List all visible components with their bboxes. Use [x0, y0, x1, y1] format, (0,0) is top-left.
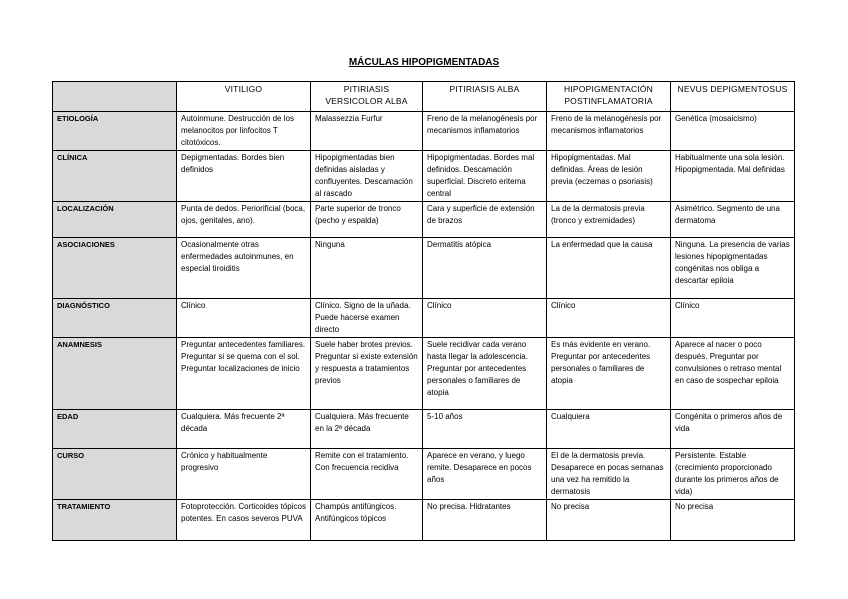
table-cell: Es más evidente en verano. Preguntar por antecedentes personales o familiares de atopia [547, 338, 671, 410]
table-row [53, 338, 795, 410]
header-pitiriasis-alba: PITIRIASIS ALBA [423, 82, 547, 112]
table-cell: Depigmentadas. Bordes bien definidos [177, 151, 311, 202]
table-row [53, 112, 795, 151]
table-cell: Cualquiera [547, 410, 671, 449]
table-cell: Congénita o primeros años de vida [671, 410, 795, 449]
table-cell: Cara y superficie de extensión de brazos [423, 202, 547, 238]
table-cell: Ninguna [311, 238, 423, 299]
table-cell: Dermatitis atópica [423, 238, 547, 299]
table-row [53, 238, 795, 299]
table-cell: Crónico y habitualmente progresivo [177, 449, 311, 500]
header-pitiriasis-versicolor-alba: PITIRIASIS VERSICOLOR ALBA [311, 82, 423, 112]
table-cell: Remite con el tratamiento. Con frecuencia recidiva [311, 449, 423, 500]
table-cell: La de la dermatosis previa (tronco y extremidades) [547, 202, 671, 238]
table-row [53, 410, 795, 449]
table-row [53, 151, 795, 202]
table-cell: Cualquiera. Más frecuente 2ª década [177, 410, 311, 449]
header-nevus-depigmentosus: NEVUS DEPIGMENTOSUS [671, 82, 795, 112]
row-label: LOCALIZACIÓN [53, 202, 177, 238]
table-cell: Clínico [671, 299, 795, 338]
table-cell: Genética (mosaicismo) [671, 112, 795, 151]
table-row [53, 500, 795, 541]
row-label: EDAD [53, 410, 177, 449]
table-row [53, 202, 795, 238]
table-cell: Hipopigmentadas. Bordes mal definidos. Descamación superficial. Discreto eritema central [423, 151, 547, 202]
table-cell: Suele haber brotes previos. Preguntar si existe extensión y respuesta a tratamientos previos [311, 338, 423, 410]
table-cell: Hipopigmentadas. Mal definidas. Áreas de lesión previa (eczemas o psoriasis) [547, 151, 671, 202]
row-label: TRATAMIENTO [53, 500, 177, 541]
table-cell: No precisa [547, 500, 671, 541]
table-row [53, 449, 795, 500]
table-cell: Clínico [547, 299, 671, 338]
table-cell: Malassezzia Furfur [311, 112, 423, 151]
row-label: ASOCIACIONES [53, 238, 177, 299]
table-cell: Clínico [423, 299, 547, 338]
header-vitiligo: VITILIGO [177, 82, 311, 112]
table-cell: Freno de la melanogénesis por mecanismos inflamatorios [547, 112, 671, 151]
header-hipopigmentacion-postinflamatoria: HIPOPIGMENTACIÓN POSTINFLAMATORIA [547, 82, 671, 112]
table-cell: Fotoprotección. Corticoides tópicos potentes. En casos severos PUVA [177, 500, 311, 541]
table-cell: No precisa [671, 500, 795, 541]
table-cell: Autoinmune. Destrucción de los melanocitos por linfocitos T citotóxicos. [177, 112, 311, 151]
header-corner-cell [53, 82, 177, 112]
table-cell: Hipopigmentadas bien definidas aisladas y confluyentes. Descamación al rascado [311, 151, 423, 202]
table-cell: No precisa. Hidratantes [423, 500, 547, 541]
table-cell: Champús antifúngicos. Antifúngicos tópicos [311, 500, 423, 541]
row-label: CURSO [53, 449, 177, 500]
table-cell: La enfermedad que la causa [547, 238, 671, 299]
table-cell: Preguntar antecedentes familiares. Preguntar si se quema con el sol. Preguntar localizaciones de inicio [177, 338, 311, 410]
table-cell: Habitualmente una sola lesión. Hipopigmentada. Mal definidas [671, 151, 795, 202]
table-cell: Freno de la melanogénesis por mecanismos inflamatorios [423, 112, 547, 151]
table-cell: Punta de dedos. Periorificial (boca, ojos, genitales, ano). [177, 202, 311, 238]
table-cell: Clínico. Signo de la uñada. Puede hacerse examen directo [311, 299, 423, 338]
table-cell: Ninguna. La presencia de varias lesiones hipopigmentadas congénitas nos obliga a descartar epiloia [671, 238, 795, 299]
row-label: CLÍNICA [53, 151, 177, 202]
table-cell: 5-10 años [423, 410, 547, 449]
hypopigmented-macules-table [52, 81, 795, 541]
table-cell: Suele recidivar cada verano hasta llegar la adolescencia. Preguntar por antecedentes personales o familiares de atopia [423, 338, 547, 410]
row-label: DIAGNÓSTICO [53, 299, 177, 338]
table-cell: Persistente. Estable (crecimiento proporcionado durante los primeros años de vida) [671, 449, 795, 500]
row-label: ETIOLOGÍA [53, 112, 177, 151]
table-cell: Aparece al nacer o poco después. Preguntar por convulsiones o retraso mental en caso de sospechar epiloia [671, 338, 795, 410]
table-row [53, 299, 795, 338]
table-cell: Ocasionalmente otras enfermedades autoinmunes, en especial tiroiditis [177, 238, 311, 299]
table-header-row [53, 82, 795, 112]
table-cell: Asimétrico. Segmento de una dermatoma [671, 202, 795, 238]
row-label: ANAMNESIS [53, 338, 177, 410]
table-cell: Clínico [177, 299, 311, 338]
table-cell: Parte superior de tronco (pecho y espalda) [311, 202, 423, 238]
document-title: MÁCULAS HIPOPIGMENTADAS [348, 57, 500, 68]
table-cell: El de la dermatosis previa. Desaparece en pocas semanas una vez ha remitido la dermatosis [547, 449, 671, 500]
table-cell: Aparece en verano, y luego remite. Desaparece en pocos años [423, 449, 547, 500]
table-cell: Cualquiera. Más frecuente en la 2ª década [311, 410, 423, 449]
